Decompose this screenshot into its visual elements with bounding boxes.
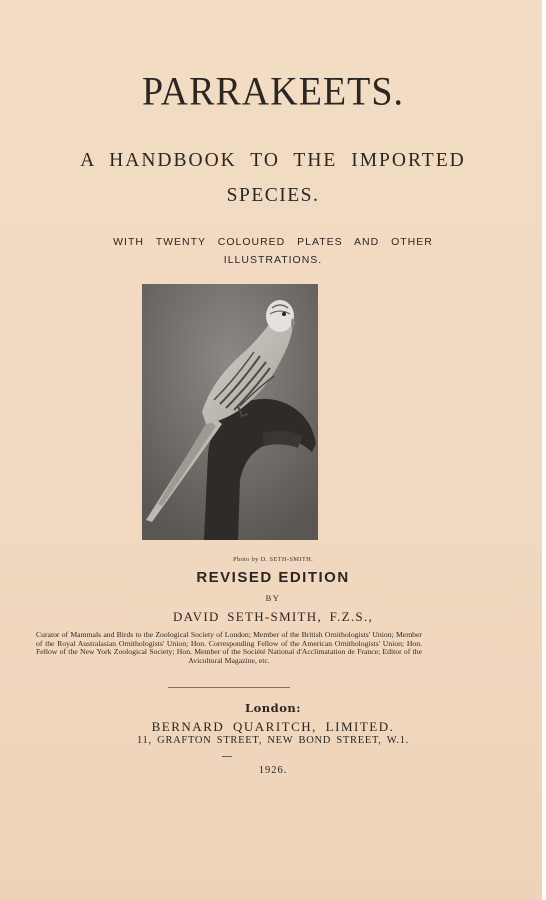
subtitle-line-1: A HANDBOOK TO THE IMPORTED — [80, 150, 466, 171]
frontispiece-photo-budgerigar — [142, 284, 318, 540]
publication-place: London: — [245, 701, 301, 715]
short-divider — [222, 756, 232, 757]
publisher-name: BERNARD QUARITCH, LIMITED. — [151, 719, 395, 734]
publisher-address: 11, GRAFTON STREET, NEW BOND STREET, W.1. — [137, 735, 409, 746]
edition-heading: REVISED EDITION — [196, 569, 350, 586]
author-credentials: Curator of Mammals and Birds to the Zoological Society of London; Member of the British Ornithologists' Union; Member of the Royal Australasian Ornithologists' Union; Hon. Corresponding Fellow of the American Ornithologists' Union; Hon. Fellow of the New York Zoological Society; Hon. Member of the Société National d'Acclimatation de France; Editor of the Avicultural Magazine, etc. — [36, 630, 422, 665]
divider-rule — [168, 687, 290, 688]
subtitle-line-2: SPECIES. — [226, 185, 320, 206]
by-line: BY — [265, 593, 281, 603]
photo-caption: Photo by D. SETH-SMITH. — [232, 556, 314, 563]
budgerigar-illustration — [142, 284, 318, 540]
book-title: PARRAKEETS. — [142, 69, 404, 115]
author-name: DAVID SETH-SMITH, F.Z.S., — [172, 609, 374, 624]
illustrations-note-line-2: ILLUSTRATIONS. — [223, 254, 323, 266]
illustrations-note-line-1: WITH TWENTY COLOURED PLATES AND OTHER — [113, 236, 433, 248]
publication-year: 1926. — [258, 765, 288, 776]
